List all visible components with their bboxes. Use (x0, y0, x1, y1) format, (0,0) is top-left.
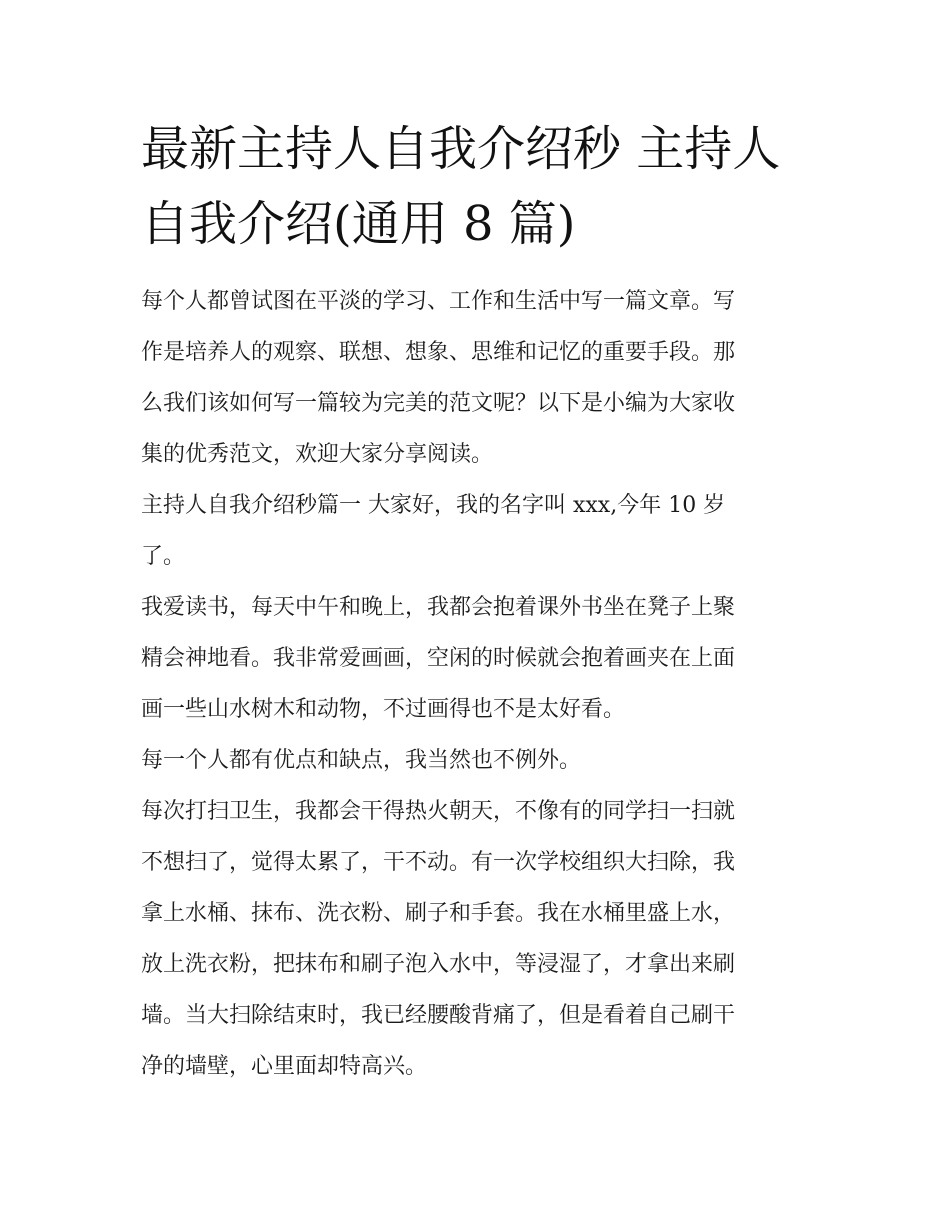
text-line: 么我们该如何写一篇较为完美的范文呢？以下是小编为大家收 (141, 391, 736, 416)
document-title (141, 112, 821, 262)
text-line: 画一些山水树木和动物，不过画得也不是太好看。 (141, 697, 626, 722)
document-body (141, 276, 821, 1092)
title-line-1: 最新主持人自我介绍秒 主持人 (141, 121, 781, 177)
paragraph-hobbies (141, 582, 821, 735)
text-line: 精会神地看。我非常爱画画，空闲的时候就会抱着画夹在上面 (141, 646, 736, 671)
text-line: 墙。当大扫除结束时，我已经腰酸背痛了，但是看着自己刷干 (141, 1003, 736, 1028)
text-line: 每一个人都有优点和缺点，我当然也不例外。 (141, 748, 582, 773)
text-line: 作是培养人的观察、联想、想象、思维和记忆的重要手段。那 (141, 340, 736, 365)
text-line: 每次打扫卫生，我都会干得热火朝天，不像有的同学扫一扫就 (141, 799, 736, 824)
text-line: 集的优秀范文，欢迎大家分享阅读。 (141, 442, 494, 467)
text-line: 我爱读书，每天中午和晚上，我都会抱着课外书坐在凳子上聚 (141, 595, 736, 620)
paragraph-cleaning (141, 786, 821, 1092)
text-line: 不想扫了，觉得太累了，干不动。有一次学校组织大扫除，我 (141, 850, 736, 875)
paragraph-self-intro (141, 480, 821, 582)
text-line: 主持人自我介绍秒篇一 大家好，我的名字叫 xxx,今年 10 岁 (141, 493, 726, 518)
paragraph-intro (141, 276, 821, 480)
text-line: 每个人都曾试图在平淡的学习、工作和生活中写一篇文章。写 (141, 289, 736, 314)
title-line-2: 自我介绍(通用 8 篇) (141, 196, 576, 252)
paragraph-strengths (141, 735, 821, 786)
text-line: 净的墙壁，心里面却特高兴。 (141, 1054, 428, 1079)
text-line: 放上洗衣粉，把抹布和刷子泡入水中，等浸湿了，才拿出来刷 (141, 952, 736, 977)
text-line: 了。 (141, 544, 186, 569)
text-line: 拿上水桶、抹布、洗衣粉、刷子和手套。我在水桶里盛上水， (141, 901, 736, 926)
